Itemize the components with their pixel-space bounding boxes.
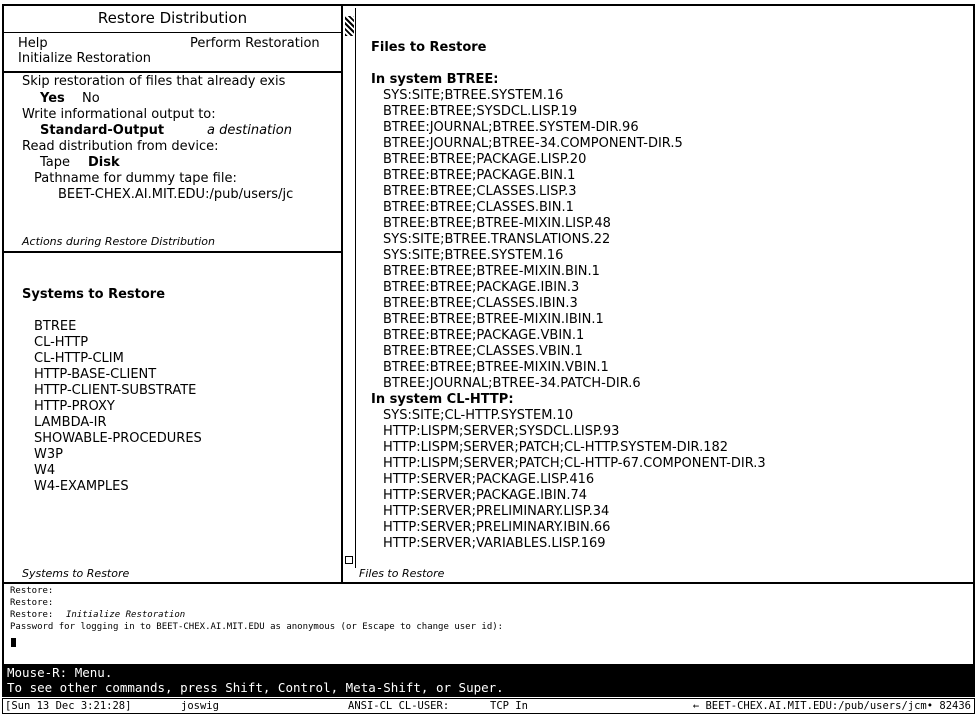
mouse-doc-line1: Mouse-R: Menu. bbox=[7, 665, 113, 680]
system-item[interactable]: HTTP-PROXY bbox=[34, 399, 115, 414]
pathname-value[interactable]: BEET-CHEX.AI.MIT.EDU:/pub/users/jc bbox=[58, 187, 294, 202]
interactor-last-command: Initialize Restoration bbox=[66, 610, 186, 620]
device-tape-choice[interactable]: Tape bbox=[40, 155, 71, 170]
file-item[interactable]: BTREE:BTREE;BTREE-MIXIN.BIN.1 bbox=[383, 264, 600, 279]
password-prompt: Password for logging in to BEET-CHEX.AI.MIT.EDU as anonymous (or Escape to change user id): bbox=[10, 622, 504, 632]
scrollbar-thumb[interactable] bbox=[345, 16, 354, 36]
file-item[interactable]: SYS:SITE;BTREE.TRANSLATIONS.22 bbox=[383, 232, 611, 247]
system-group-header: In system BTREE: bbox=[371, 72, 499, 87]
file-item[interactable]: BTREE:BTREE;PACKAGE.LISP.20 bbox=[383, 152, 587, 167]
skip-no-choice[interactable]: No bbox=[82, 91, 100, 106]
mouse-documentation-line bbox=[2, 664, 975, 697]
system-item[interactable]: W4 bbox=[34, 463, 56, 478]
pathname-label: Pathname for dummy tape file: bbox=[34, 171, 237, 186]
file-item[interactable]: BTREE:BTREE;SYSDCL.LISP.19 bbox=[383, 104, 578, 119]
file-item[interactable]: BTREE:BTREE;CLASSES.LISP.3 bbox=[383, 184, 577, 199]
interactor-line: Restore: bbox=[10, 598, 54, 608]
file-item[interactable]: BTREE:JOURNAL;BTREE-34.PATCH-DIR.6 bbox=[383, 376, 641, 391]
file-item[interactable]: HTTP:SERVER;PRELIMINARY.LISP.34 bbox=[383, 504, 610, 519]
scroll-bottom-marker[interactable] bbox=[345, 556, 353, 564]
device-disk-choice[interactable]: Disk bbox=[88, 155, 120, 170]
files-heading: Files to Restore bbox=[371, 40, 487, 55]
file-item[interactable]: SYS:SITE;BTREE.SYSTEM.16 bbox=[383, 88, 564, 103]
file-item[interactable]: BTREE:BTREE;BTREE-MIXIN.LISP.48 bbox=[383, 216, 611, 231]
file-item[interactable]: BTREE:BTREE;BTREE-MIXIN.IBIN.1 bbox=[383, 312, 604, 327]
file-item[interactable]: BTREE:BTREE;PACKAGE.BIN.1 bbox=[383, 168, 576, 183]
file-item[interactable]: HTTP:SERVER;PRELIMINARY.IBIN.66 bbox=[383, 520, 611, 535]
systems-heading: Systems to Restore bbox=[22, 287, 166, 302]
write-output-label: Write informational output to: bbox=[22, 107, 216, 122]
system-item[interactable]: W3P bbox=[34, 447, 63, 462]
status-right: ← BEET-CHEX.AI.MIT.EDU:/pub/users/jcm• 82436 bbox=[692, 700, 971, 712]
system-item[interactable]: HTTP-CLIENT-SUBSTRATE bbox=[34, 383, 197, 398]
file-item[interactable]: HTTP:SERVER;PACKAGE.LISP.416 bbox=[383, 472, 595, 487]
file-item[interactable]: BTREE:BTREE;CLASSES.VBIN.1 bbox=[383, 344, 583, 359]
read-device-label: Read distribution from device: bbox=[22, 139, 219, 154]
help-menu-item[interactable]: Help bbox=[18, 36, 48, 51]
file-item[interactable]: BTREE:JOURNAL;BTREE-34.COMPONENT-DIR.5 bbox=[383, 136, 683, 151]
left-pane bbox=[2, 4, 343, 584]
file-item[interactable]: SYS:SITE;CL-HTTP.SYSTEM.10 bbox=[383, 408, 574, 423]
file-item[interactable]: BTREE:BTREE;CLASSES.IBIN.3 bbox=[383, 296, 578, 311]
status-datetime: [Sun 13 Dec 3:21:28] bbox=[5, 700, 132, 712]
file-item[interactable]: BTREE:BTREE;CLASSES.BIN.1 bbox=[383, 200, 574, 215]
skip-yes-choice[interactable]: Yes bbox=[40, 91, 65, 106]
status-line bbox=[2, 698, 975, 714]
status-state: TCP In bbox=[490, 700, 528, 712]
file-item[interactable]: SYS:SITE;BTREE.SYSTEM.16 bbox=[383, 248, 564, 263]
systems-pane-label: Systems to Restore bbox=[22, 567, 130, 580]
output-standard-choice[interactable]: Standard-Output bbox=[40, 123, 165, 138]
file-item[interactable]: HTTP:SERVER;PACKAGE.IBIN.74 bbox=[383, 488, 588, 503]
system-item[interactable]: CL-HTTP bbox=[34, 335, 89, 350]
system-item[interactable]: LAMBDA-IR bbox=[34, 415, 107, 430]
status-package: ANSI-CL CL-USER: bbox=[348, 700, 450, 712]
file-item[interactable]: HTTP:SERVER;VARIABLES.LISP.169 bbox=[383, 536, 606, 551]
actions-pane-label: Actions during Restore Distribution bbox=[22, 235, 215, 248]
file-item[interactable]: BTREE:JOURNAL;BTREE.SYSTEM-DIR.96 bbox=[383, 120, 639, 135]
file-item[interactable]: BTREE:BTREE;PACKAGE.IBIN.3 bbox=[383, 280, 580, 295]
perform-restoration-menu-item[interactable]: Perform Restoration bbox=[190, 36, 320, 51]
file-item[interactable]: BTREE:BTREE;PACKAGE.VBIN.1 bbox=[383, 328, 585, 343]
files-pane bbox=[343, 4, 975, 584]
text-cursor[interactable] bbox=[11, 638, 16, 647]
separator bbox=[4, 251, 341, 253]
system-item[interactable]: CL-HTTP-CLIM bbox=[34, 351, 124, 366]
output-destination-choice[interactable]: a destination bbox=[207, 123, 292, 138]
system-group-header: In system CL-HTTP: bbox=[371, 392, 514, 407]
system-item[interactable]: HTTP-BASE-CLIENT bbox=[34, 367, 157, 382]
skip-option-label: Skip restoration of files that already exis bbox=[22, 74, 286, 89]
system-item[interactable]: BTREE bbox=[34, 319, 77, 334]
files-pane-label: Files to Restore bbox=[359, 567, 445, 580]
file-item[interactable]: HTTP:LISPM;SERVER;PATCH;CL-HTTP-67.COMPONENT-DIR.3 bbox=[383, 456, 766, 471]
interactor-line: Restore: bbox=[10, 610, 54, 620]
separator bbox=[4, 71, 341, 73]
scrollbar[interactable] bbox=[345, 8, 356, 568]
initialize-restoration-menu-item[interactable]: Initialize Restoration bbox=[18, 51, 152, 66]
status-user: joswig bbox=[181, 700, 219, 712]
window-title: Restore Distribution bbox=[4, 6, 341, 33]
file-item[interactable]: HTTP:LISPM;SERVER;PATCH;CL-HTTP.SYSTEM-DIR.182 bbox=[383, 440, 729, 455]
system-item[interactable]: W4-EXAMPLES bbox=[34, 479, 129, 494]
system-item[interactable]: SHOWABLE-PROCEDURES bbox=[34, 431, 202, 446]
interactor-line: Restore: bbox=[10, 586, 54, 596]
file-item[interactable]: HTTP:LISPM;SERVER;SYSDCL.LISP.93 bbox=[383, 424, 620, 439]
mouse-doc-line2: To see other commands, press Shift, Control, Meta-Shift, or Super. bbox=[7, 680, 504, 695]
file-item[interactable]: BTREE:BTREE;BTREE-MIXIN.VBIN.1 bbox=[383, 360, 609, 375]
command-interactor[interactable] bbox=[2, 584, 975, 664]
